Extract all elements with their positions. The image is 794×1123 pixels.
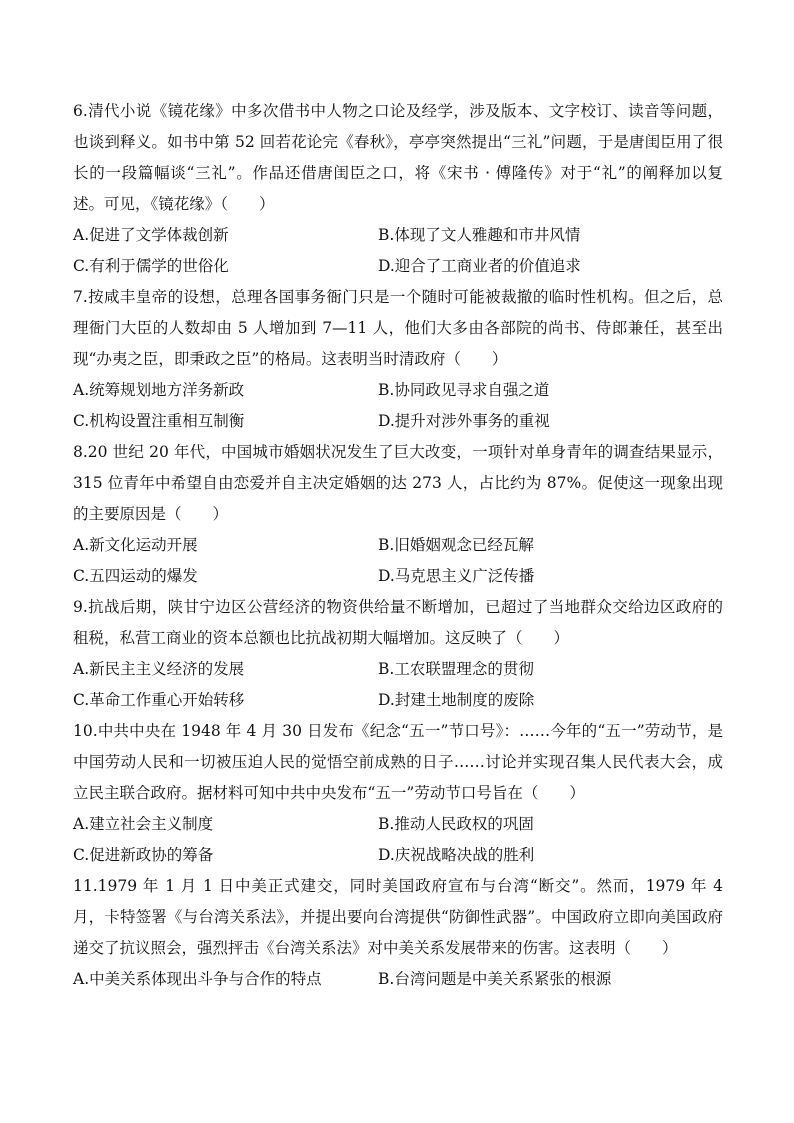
- option-a: A.统筹规划地方洋务新政: [73, 381, 245, 399]
- option-d: D.马克思主义广泛传播: [378, 567, 535, 585]
- option-grid: [73, 530, 723, 592]
- question-11: [73, 871, 723, 995]
- option-d: D.提升对涉外事务的重视: [378, 412, 550, 430]
- option-b: B.工农联盟理念的贯彻: [378, 660, 534, 678]
- question-7: [73, 282, 723, 437]
- option-b: B.协同政见寻求自强之道: [378, 381, 550, 399]
- option-grid: [73, 654, 723, 716]
- question-stem: 9.抗战后期，陕甘宁边区公营经济的物资供给量不断增加，已超过了当地群众交给边区政府的租税，私营工商业的资本总额也比抗战初期大幅增加。这反映了（ ）: [73, 598, 723, 647]
- option-grid: [73, 220, 723, 282]
- option-grid: [73, 809, 723, 871]
- question-stem: 7.按咸丰皇帝的设想，总理各国事务衙门只是一个随时可能被裁撤的临时性机构。但之后，总理衙门大臣的人数却由 5 人增加到 7—11 人，他们大多由各部院的尚书、侍郎兼任，甚至出现“办夷之臣，即秉政之臣”的格局。这表明当时清政府（ ）: [73, 288, 723, 368]
- question-9: [73, 592, 723, 716]
- option-c: C.五四运动的爆发: [73, 567, 198, 585]
- question-8: [73, 437, 723, 592]
- question-stem: 10.中共中央在 1948 年 4 月 30 日发布《纪念“五一”节口号》：……今年的“五一”劳动节，是中国劳动人民和一切被压迫人民的觉悟空前成熟的日子……讨论并实现召集人民代表大会，成立民主联合政府。据材料可知中共中央发布“五一”劳动节口号旨在（ ）: [73, 722, 723, 802]
- option-a: A.新文化运动开展: [73, 536, 198, 554]
- option-d: D.迎合了工商业者的价值追求: [378, 257, 581, 275]
- question-6: [73, 96, 723, 282]
- option-b: B.旧婚姻观念已经瓦解: [378, 536, 534, 554]
- option-grid: [73, 375, 723, 437]
- option-b: B.体现了文人雅趣和市井风情: [378, 226, 581, 244]
- question-stem: 6.清代小说《镜花缘》中多次借书中人物之口论及经学，涉及版本、文字校订、读音等问题，也谈到释义。如书中第 52 回若花论完《春秋》，亭亭突然提出“三礼”问题，于是唐闺臣用了很长的一段篇幅谈“三礼”。作品还借唐闺臣之口，将《宋书 · 傅隆传》对于“礼”的阐释加以复述。可见，《镜花缘》（ ）: [73, 102, 723, 213]
- option-b: B.推动人民政权的巩固: [378, 815, 534, 833]
- question-list: [73, 96, 723, 995]
- option-c: C.机构设置注重相互制衡: [73, 412, 245, 430]
- option-b: B.台湾问题是中美关系紧张的根源: [378, 970, 612, 988]
- option-d: D.封建土地制度的废除: [378, 691, 535, 709]
- option-c: C.革命工作重心开始转移: [73, 691, 245, 709]
- question-10: [73, 716, 723, 871]
- option-grid: [73, 964, 723, 995]
- option-a: A.新民主主义经济的发展: [73, 660, 245, 678]
- option-a: A.建立社会主义制度: [73, 815, 214, 833]
- option-c: C.促进新政协的筹备: [73, 846, 214, 864]
- question-stem: 8.20 世纪 20 年代，中国城市婚姻状况发生了巨大改变，一项针对单身青年的调查结果显示，315 位青年中希望自由恋爱并自主决定婚姻的达 273 人，占比约为 87%。促使这一现象出现的主要原因是（ ）: [73, 443, 723, 523]
- option-a: A.中美关系体现出斗争与合作的特点: [73, 970, 322, 988]
- question-stem: 11.1979 年 1 月 1 日中美正式建交，同时美国政府宣布与台湾“断交”。然而，1979 年 4 月，卡特签署《与台湾关系法》，并提出要向台湾提供“防御性武器”。中国政府立即向美国政府递交了抗议照会，强烈抨击《台湾关系法》对中美关系发展带来的伤害。这表明（ ）: [73, 877, 723, 957]
- option-a: A.促进了文学体裁创新: [73, 226, 229, 244]
- option-c: C.有利于儒学的世俗化: [73, 257, 229, 275]
- option-d: D.庆祝战略决战的胜利: [378, 846, 535, 864]
